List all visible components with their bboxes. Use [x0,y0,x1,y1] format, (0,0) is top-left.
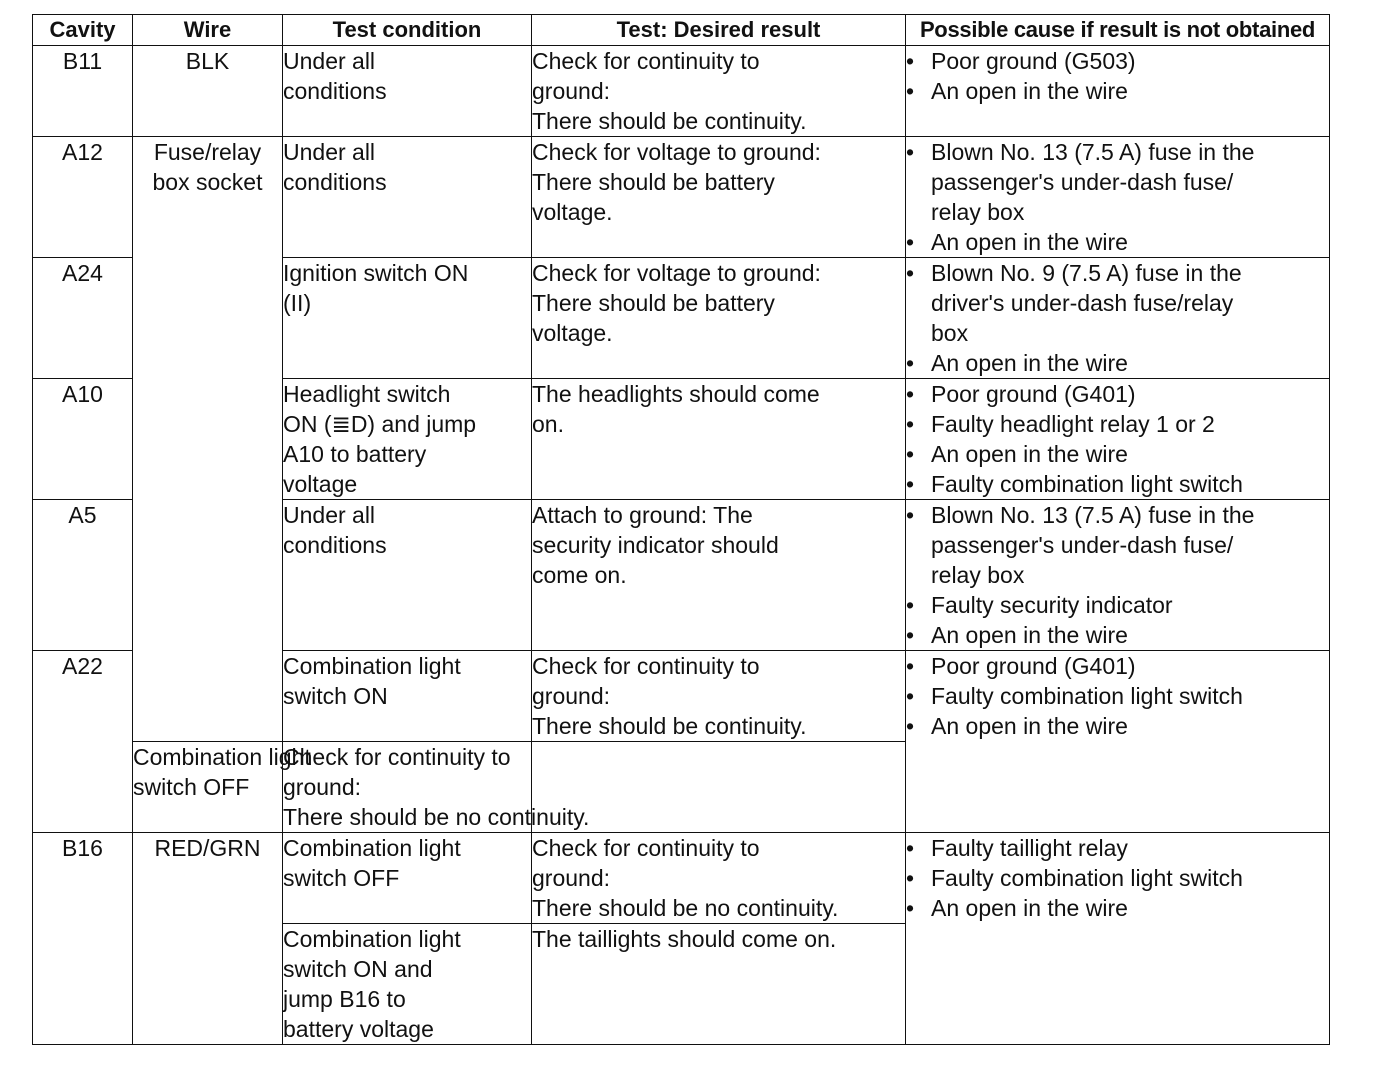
cause-item: • Faulty security indicator [906,590,1329,620]
wire-label: box socket [152,169,263,195]
cavity-label: B16 [62,835,103,861]
condition-cell: Under all conditions [283,137,532,258]
wire-label: RED/GRN [154,835,261,861]
cause-item: • An open in the wire [906,439,1329,469]
result-cell: Check for continuity to ground: There should be no continuity. [532,833,906,924]
cause-list [906,46,1329,106]
cavity-cell [33,46,133,137]
wire-label: Fuse/relay [153,139,262,165]
result-cell: Check for continuity to ground: There should be continuity. [532,651,906,742]
cause-cell [906,651,1330,833]
cavity-cell [33,379,133,500]
header-possible-cause: Possible cause if result is not obtained [906,15,1330,46]
cavity-cell [33,833,133,1045]
condition-cell: Combination light switch ON and jump B16 to battery voltage [283,924,532,1045]
cause-list [906,379,1329,499]
cause-item: • An open in the wire [906,348,1329,378]
header-row [33,15,1330,46]
cause-list [906,258,1329,378]
cavity-label: A24 [62,260,103,286]
cause-cell [906,500,1330,651]
result-cell: Check for voltage to ground: There should be battery voltage. [532,258,906,379]
cause-list [906,137,1329,257]
header-test-condition: Test condition [283,15,532,46]
cause-item: • Blown No. 13 (7.5 A) fuse in the passenger's under-dash fuse/ relay box [906,137,1329,227]
result-cell: Check for continuity to ground: There should be continuity. [532,46,906,137]
cause-list [906,500,1329,650]
cavity-label: A22 [62,653,103,679]
cavity-cell [33,651,133,833]
cause-item: • An open in the wire [906,76,1329,106]
condition-cell: Combination light switch ON [283,651,532,742]
cause-item: • An open in the wire [906,893,1329,923]
cause-cell [906,833,1330,1045]
result-cell: The taillights should come on. [532,924,906,1045]
wire-cell [133,137,283,742]
cavity-label: A10 [62,381,103,407]
cause-item: • Faulty combination light switch [906,469,1329,499]
troubleshooting-table [32,14,1330,1045]
table-row-a12 [33,137,1330,258]
table-row-b11 [33,46,1330,137]
cavity-label: B11 [62,48,103,74]
cause-item: • Faulty combination light switch [906,863,1329,893]
result-cell: The headlights should come on. [532,379,906,500]
table-row-b16 [33,833,1330,924]
cause-item: • Poor ground (G503) [906,46,1329,76]
result-cell: Attach to ground: The security indicator should come on. [532,500,906,651]
condition-cell: Combination light switch OFF [133,742,283,833]
cause-cell [906,258,1330,379]
condition-cell: Under all conditions [283,46,532,137]
header-cavity: Cavity [33,15,133,46]
cavity-cell [33,258,133,379]
condition-cell: Ignition switch ON (II) [283,258,532,379]
cause-item: • Poor ground (G401) [906,651,1329,681]
cause-list [906,651,1329,741]
cause-item: • An open in the wire [906,620,1329,650]
cause-cell [906,137,1330,258]
result-cell: Check for voltage to ground: There should be battery voltage. [532,137,906,258]
wire-cell [133,833,283,1045]
header-wire: Wire [133,15,283,46]
cause-cell [906,379,1330,500]
cause-item: • Blown No. 13 (7.5 A) fuse in the passenger's under-dash fuse/ relay box [906,500,1329,590]
cause-item: • Faulty taillight relay [906,833,1329,863]
condition-cell: Headlight switch ON (≣D) and jump A10 to battery voltage [283,379,532,500]
cavity-label: A12 [62,139,103,165]
cause-cell [906,46,1330,137]
result-cell: Check for continuity to ground: There should be no continuity. [283,742,532,833]
cause-list [906,833,1329,923]
cause-item: • Blown No. 9 (7.5 A) fuse in the driver's under-dash fuse/relay box [906,258,1329,348]
cause-item: • Poor ground (G401) [906,379,1329,409]
cause-item: • Faulty combination light switch [906,681,1329,711]
cavity-cell [33,137,133,258]
header-desired-result: Test: Desired result [532,15,906,46]
cavity-cell [33,500,133,651]
condition-cell: Combination light switch OFF [283,833,532,924]
cause-item: • An open in the wire [906,227,1329,257]
cavity-label: A5 [68,502,97,528]
condition-cell: Under all conditions [283,500,532,651]
cause-item: • An open in the wire [906,711,1329,741]
wire-cell [133,46,283,137]
wire-label: BLK [185,48,230,74]
cause-item: • Faulty headlight relay 1 or 2 [906,409,1329,439]
